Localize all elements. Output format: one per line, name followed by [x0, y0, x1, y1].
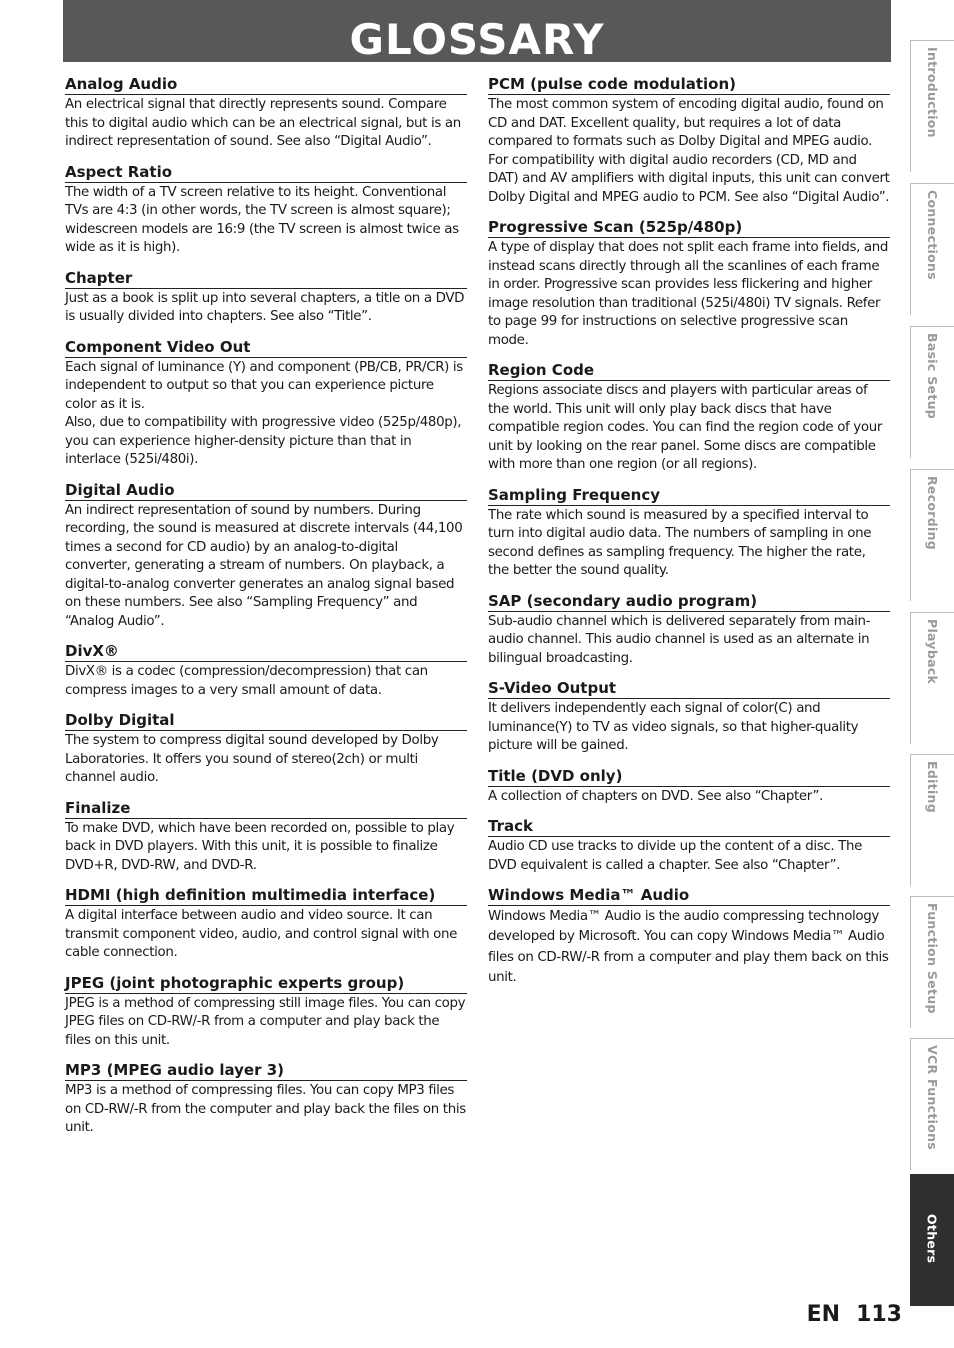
language-label: EN — [806, 1302, 841, 1327]
glossary-entry — [488, 676, 890, 756]
tab-introduction[interactable] — [910, 40, 954, 172]
tab-recording[interactable] — [910, 469, 954, 601]
tab-label: Function Setup — [925, 903, 940, 1014]
glossary-term: Aspect Ratio — [65, 160, 467, 183]
glossary-definition: Just as a book is split up into several chapters, a title on a DVD is usually divided into chapters. See also “Title”. — [65, 290, 465, 324]
glossary-definition: The rate which sound is measured by a specified interval to turn into digital audio data. The numbers of sampling in one second defines as sampling frequency. The higher the rate, the better the sound quality. — [488, 507, 872, 578]
glossary-definition: To make DVD, which have been recorded on, possible to play back in DVD players. With this unit, it is possible to finalize DVD+R, DVD-RW, and DVD-R. — [65, 820, 455, 873]
glossary-definition: The system to compress digital sound developed by Dolby Laboratories. It offers you sound of stereo(2ch) or multi channel audio. — [65, 733, 439, 785]
tab-label: Introduction — [925, 47, 940, 138]
glossary-term: Track — [488, 814, 890, 837]
tab-playback[interactable] — [910, 612, 954, 744]
glossary-entry — [65, 478, 467, 632]
tab-label: Recording — [925, 476, 940, 551]
glossary-term: JPEG (joint photographic experts group) — [65, 971, 467, 994]
glossary-definition: Regions associate discs and players with particular areas of the world. This unit will only play back discs that have compatible region codes. You can find the region code of your unit by looking on the rear panel. Some discs are compatible with more than one region (or all regions). — [488, 383, 883, 472]
tab-label: Editing — [925, 761, 940, 813]
glossary-definition: A collection of chapters on DVD. See also “Chapter”. — [488, 788, 823, 804]
glossary-entry — [488, 72, 890, 207]
glossary-definition: An indirect representation of sound by numbers. During recording, the sound is measured at discrete intervals (44,100 times a second for CD audio) by an analog-to-digital converter, generating a stream of numbers. On playback, a digital-to-analog converter generates an analog signal based on these numbers. See also “Sampling Frequency” and “Analog Audio”. — [65, 502, 463, 629]
glossary-term: Region Code — [488, 358, 890, 381]
tab-label: VCR Functions — [925, 1045, 940, 1151]
page-number: 113 — [856, 1302, 902, 1327]
glossary-term: Component Video Out — [65, 335, 467, 358]
glossary-right-column — [488, 72, 890, 997]
glossary-entry — [65, 160, 467, 258]
glossary-entry — [65, 72, 467, 152]
tab-others[interactable] — [910, 1174, 954, 1306]
glossary-definition: A digital interface between audio and video source. It can transmit component video, audio, and control signal with one cable connection. — [65, 908, 457, 960]
glossary-term: Windows Media™ Audio — [488, 883, 890, 906]
glossary-term: DivX® — [65, 639, 467, 662]
glossary-entry — [65, 708, 467, 788]
page-title: GLOSSARY — [63, 0, 891, 62]
glossary-term: Title (DVD only) — [488, 764, 890, 787]
tab-label: Connections — [925, 190, 940, 280]
glossary-definition: The most common system of encoding digital audio, found on CD and DAT. Excellent quality, but requires a lot of data compared to formats such as Dolby Digital and MPEG audio. For compatibility with digital audio recorders (CD, MD and DAT) and AV amplifiers with digital inputs, this unit can convert Dolby Digital and MPEG audio to PCM. See also “Digital Audio”. — [488, 97, 890, 205]
glossary-entry — [65, 266, 467, 327]
glossary-definition: The width of a TV screen relative to its height. Conventional TVs are 4:3 (in other words, the TV screen is almost square); widescreen models are 16:9 (the TV screen is almost twice as wide as it is high). — [65, 184, 459, 255]
glossary-entry — [65, 335, 467, 470]
glossary-definition: Sub-audio channel which is delivered separately from main-audio channel. This audio channel is used as an alternate in bilingual broadcasting. — [488, 613, 871, 666]
glossary-term: Digital Audio — [65, 478, 467, 501]
glossary-term: Chapter — [65, 266, 467, 289]
glossary-entry — [488, 483, 890, 581]
glossary-definition: Each signal of luminance (Y) and component (PB/CB, PR/CR) is independent to output so that you can experience picture color as it is. Also, due to compatibility with progressive video (525p/480p), you can experience higher-density picture than that in interlace (525i/480i). — [65, 359, 463, 467]
glossary-definition: A type of display that does not split each frame into fields, and instead scans directly through all the scanlines of each frame in order. Progressive scan provides less flickering and higher image resolution than traditional (525i/480i) TV signals. Refer to page 99 for instructions on selective progressive scan mode. — [488, 240, 889, 348]
tab-vcr-functions[interactable] — [910, 1038, 954, 1170]
glossary-term: Progressive Scan (525p/480p) — [488, 215, 890, 238]
glossary-entry — [65, 883, 467, 963]
glossary-entry — [488, 814, 890, 875]
tab-function-setup[interactable] — [910, 896, 954, 1028]
glossary-entry — [488, 589, 890, 669]
glossary-entry — [65, 796, 467, 876]
glossary-term: MP3 (MPEG audio layer 3) — [65, 1058, 467, 1081]
tab-label: Others — [924, 1214, 940, 1264]
glossary-entry — [488, 358, 890, 475]
glossary-entry — [65, 971, 467, 1051]
glossary-definition: JPEG is a method of compressing still image files. You can copy JPEG files on CD-RW/-R from a computer and play back the files on this unit. — [65, 995, 466, 1048]
glossary-term: SAP (secondary audio program) — [488, 589, 890, 612]
glossary-entry — [488, 883, 890, 989]
glossary-definition: Windows Media™ Audio is the audio compressing technology developed by Microsoft. You can copy Windows Media™ Audio files on CD-RW/-R from a computer and play them back on this unit. — [488, 909, 889, 986]
glossary-entry — [65, 639, 467, 700]
tab-connections[interactable] — [910, 183, 954, 315]
glossary-definition: It delivers independently each signal of color(C) and luminance(Y) to TV as video signals, so that higher-quality picture will be gained. — [488, 701, 859, 753]
tab-basic-setup[interactable] — [910, 326, 954, 458]
glossary-term: Dolby Digital — [65, 708, 467, 731]
glossary-term: HDMI (high definition multimedia interface) — [65, 883, 467, 906]
tab-editing[interactable] — [910, 754, 954, 886]
glossary-term: Finalize — [65, 796, 467, 819]
tab-label: Basic Setup — [925, 333, 940, 420]
glossary-entry — [488, 215, 890, 350]
page-footer — [807, 1302, 902, 1327]
glossary-term: Sampling Frequency — [488, 483, 890, 506]
glossary-entry — [488, 764, 890, 807]
glossary-definition: Audio CD use tracks to divide up the content of a disc. The DVD equivalent is called a chapter. See also “Chapter”. — [488, 839, 863, 873]
glossary-left-column — [65, 72, 467, 1146]
glossary-term: S-Video Output — [488, 676, 890, 699]
glossary-entry — [65, 1058, 467, 1138]
glossary-term: Analog Audio — [65, 72, 467, 95]
glossary-definition: An electrical signal that directly represents sound. Compare this to digital audio which can be an electrical signal, but is an indirect representation of sound. See also “Digital Audio”. — [65, 97, 461, 149]
glossary-definition: MP3 is a method of compressing files. You can copy MP3 files on CD-RW/-R from the computer and play back the files on this unit. — [65, 1083, 466, 1135]
glossary-definition: DivX® is a codec (compression/decompression) that can compress images to a very small amount of data. — [65, 664, 428, 698]
glossary-term: PCM (pulse code modulation) — [488, 72, 890, 95]
tab-label: Playback — [925, 619, 940, 685]
